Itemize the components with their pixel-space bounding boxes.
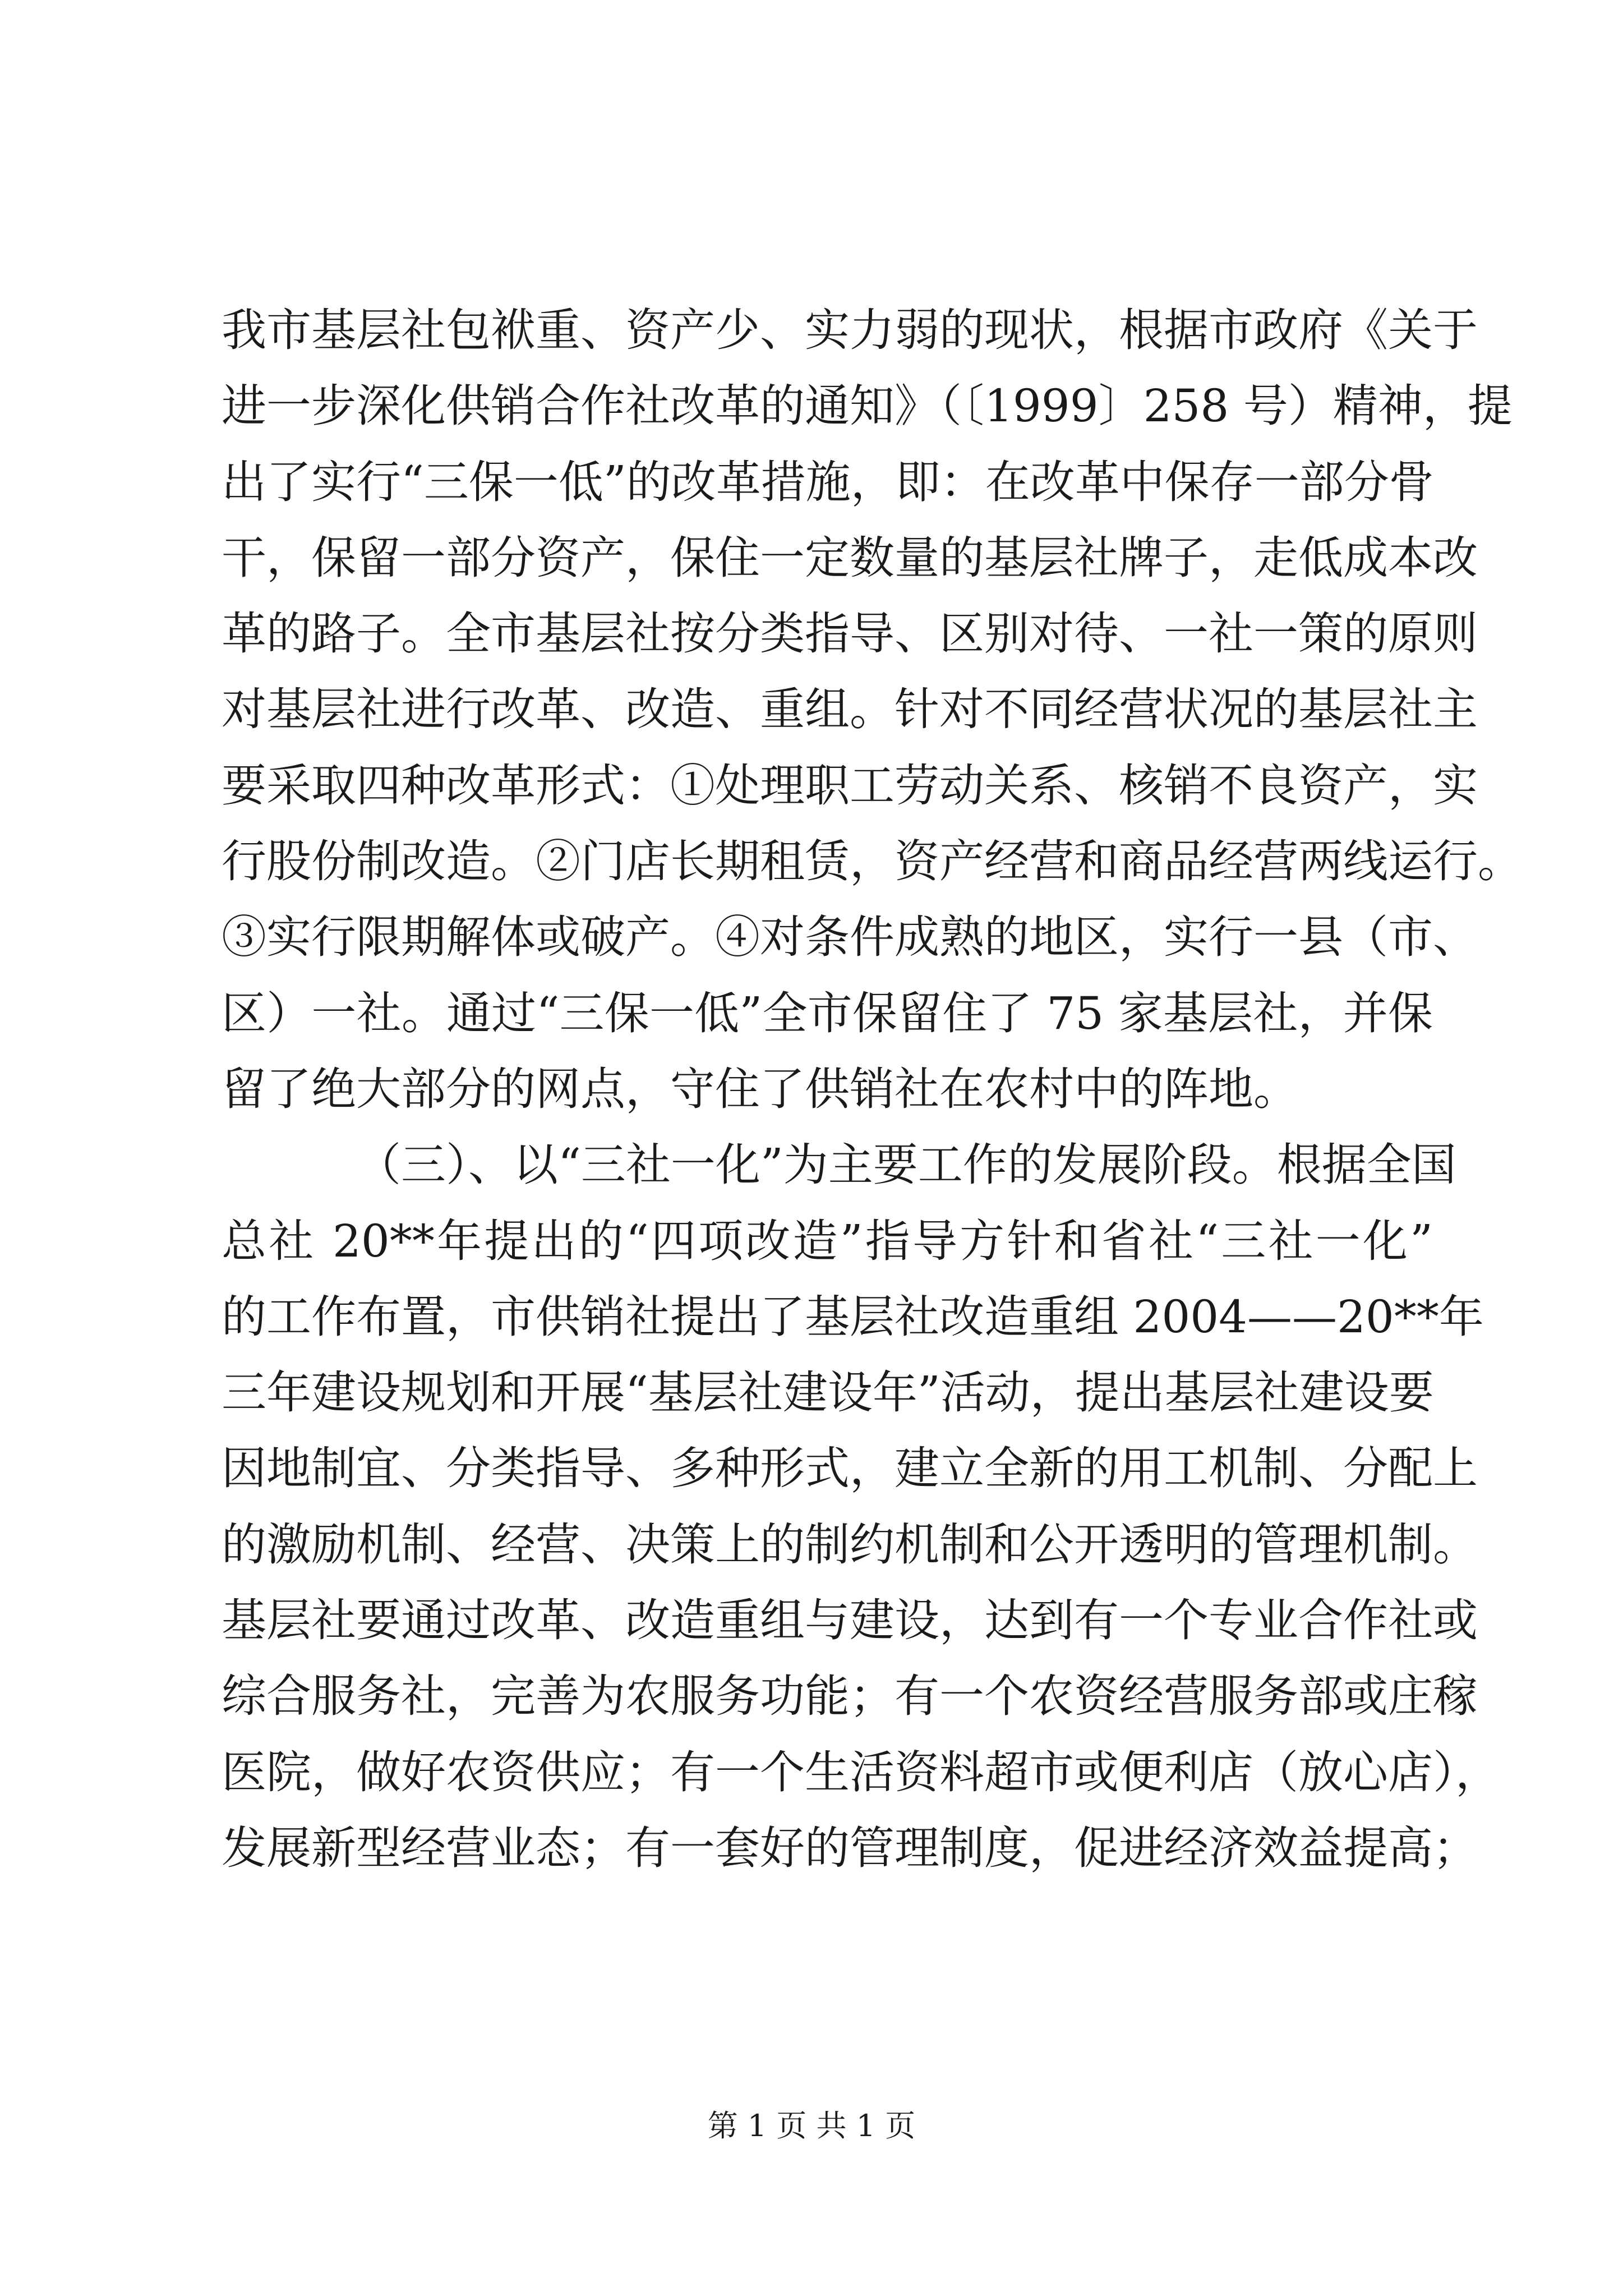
text-line: 留了绝大部分的网点，守住了供销社在农村中的阵地。 — [222, 1062, 1298, 1115]
text-line: 我市基层社包袱重、资产少、实力弱的现状，根据市政府《关于 — [222, 304, 1478, 356]
text-line: 对基层社进行改革、改造、重组。针对不同经营状况的基层社主 — [222, 683, 1478, 736]
text-line: 的激励机制、经营、决策上的制约机制和公开透明的管理机制。 — [222, 1518, 1478, 1571]
text-line: 医院，做好农资供应；有一个生活资料超市或便利店（放心店）， — [222, 1746, 1500, 1798]
text-line: 革的路子。全市基层社按分类指导、区别对待、一社一策的原则 — [222, 608, 1478, 660]
text-line: 的工作布置，市供销社提出了基层社改造重组 2004——20**年 — [222, 1290, 1484, 1343]
text-line: 区）一社。通过“三保一低”全市保留住了 75 家基层社，并保 — [222, 987, 1433, 1039]
text-line: （三）、以“三社一化”为主要工作的发展阶段。根据全国 — [356, 1139, 1456, 1191]
text-line: 发展新型经营业态；有一套好的管理制度，促进经济效益提高； — [222, 1821, 1478, 1874]
page-number-label: 第 1 页 共 1 页 — [707, 2108, 916, 2143]
text-line: 干，保留一部分资产，保住一定数量的基层社牌子，走低成本改 — [222, 531, 1478, 584]
text-line: 进一步深化供销合作社改革的通知》（〔1999〕258 号）精神，提 — [222, 380, 1513, 432]
body-text — [222, 292, 1523, 1886]
paragraph-2 — [222, 1127, 1500, 1886]
text-line: 基层社要通过改革、改造重组与建设，达到有一个专业合作社或 — [222, 1594, 1478, 1647]
paragraph-1 — [222, 292, 1523, 1127]
text-line: ③实行限期解体或破产。④对条件成熟的地区，实行一县（市、 — [222, 911, 1478, 964]
text-line: 要采取四种改革形式：①处理职工劳动关系、核销不良资产，实 — [222, 759, 1478, 812]
text-line: 因地制宜、分类指导、多种形式，建立全新的用工机制、分配上 — [222, 1442, 1478, 1495]
page-footer — [0, 2106, 1623, 2146]
text-line: 综合服务社，完善为农服务功能；有一个农资经营服务部或庄稼 — [222, 1670, 1478, 1723]
text-line: 三年建设规划和开展“基层社建设年”活动，提出基层社建设要 — [222, 1366, 1434, 1419]
text-line: 出了实行“三保一低”的改革措施，即：在改革中保存一部分骨 — [222, 455, 1434, 508]
text-line: 行股份制改造。②门店长期租赁，资产经营和商品经营两线运行。 — [222, 835, 1523, 888]
text-line: 总社 20**年提出的“四项改造”指导方针和省社“三社一化” — [222, 1214, 1433, 1267]
